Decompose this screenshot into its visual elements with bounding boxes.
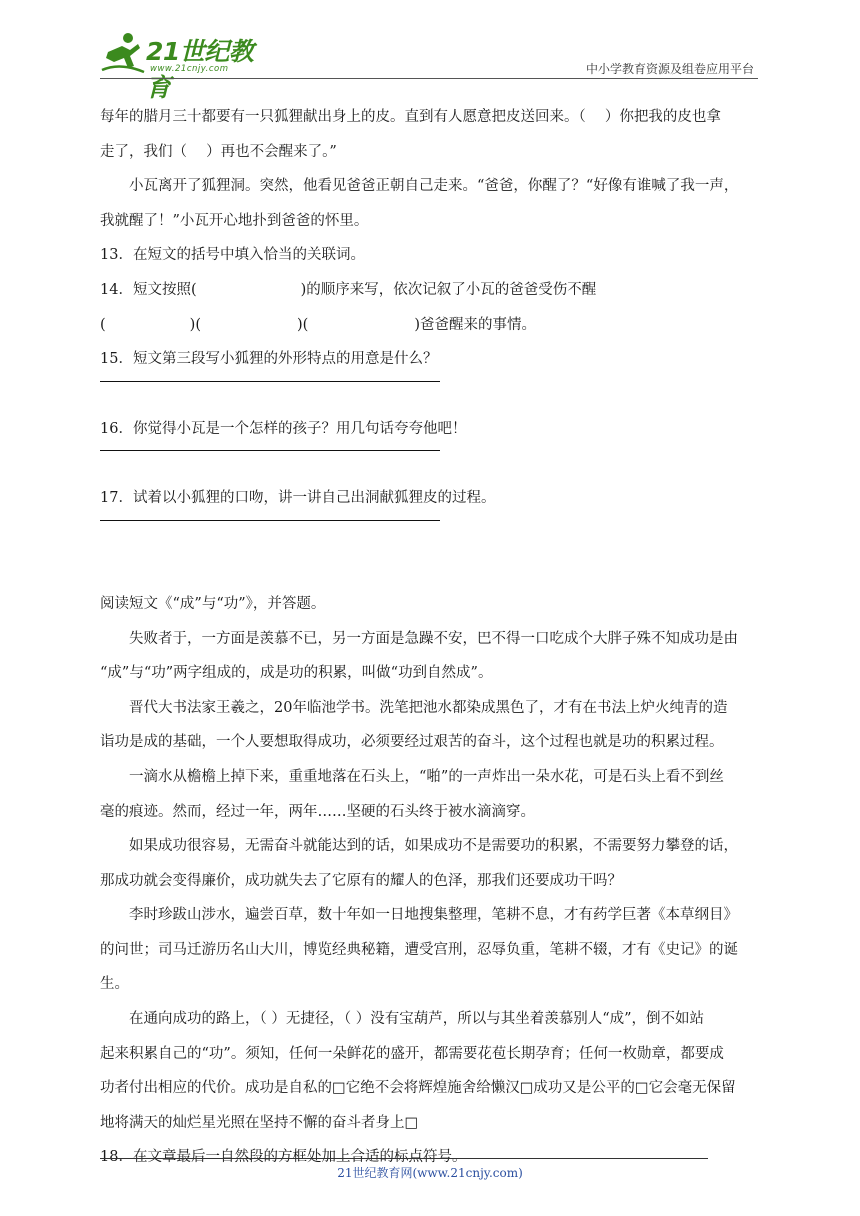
header-divider (100, 78, 758, 79)
question-18: 18．在文章最后一自然段的方框处加上合适的标点符号。 (100, 1149, 467, 1166)
question-14-text: )爸爸醒来的事情。 (414, 316, 536, 333)
document-body (100, 100, 760, 1175)
section-gap (100, 551, 760, 587)
page-footer[interactable]: 21世纪教育网(www.21cnjy.com) (337, 1166, 523, 1180)
story2-paragraph-line: 毫的痕迹。然而，经过一年，两年……坚硬的石头终于被水滴滴穿。 (100, 803, 535, 820)
platform-name: 中小学教育资源及组卷应用平台 (585, 62, 754, 76)
answer-line[interactable] (100, 450, 440, 451)
story2-paragraph-line: 的问世；司马迁游历名山大川，博览经典秘籍，遭受宫刑，忍辱负重，笔耕不辍，才有《史记》的诞 (100, 941, 738, 958)
story2-paragraph-line: 一滴水从檐檐上掉下来，重重地落在石头上，“啪”的一声炸出一朵水花，可是石头上看不到丝 (129, 768, 724, 785)
story2-paragraph-line: 功者付出相应的代价。成功是自私的□它绝不会将辉煌施舍给懒汉□成功又是公平的□它会毫无保留 (100, 1080, 736, 1097)
story1-paragraph-line: 小瓦离开了狐狸洞。突然，他看见爸爸正朝自己走来。“爸爸，你醒了？“好像有谁喊了我一声， (129, 178, 739, 195)
question-14-text: )( (189, 316, 201, 333)
story2-paragraph-line: 如果成功很容易，无需奋斗就能达到的话，如果成功不是需要功的积累，不需要努力攀登的话， (129, 838, 738, 855)
story1-paragraph-line: 我就醒了！”小瓦开心地扑到爸爸的怀里。 (100, 212, 369, 229)
page-header (100, 28, 760, 102)
logo-url: www.21cnjy.com (150, 64, 229, 74)
story2-paragraph-line: 起来积累自己的“功”。须知，任何一朵鲜花的盛开，都需要花苞长期孕育；任何一枚勋章，都要成 (100, 1045, 724, 1062)
story2-paragraph-line: 诣功是成的基础，一个人要想取得成功，必须要经过艰苦的奋斗，这个过程也就是功的积累过程。 (100, 734, 724, 751)
story1-paragraph-line: 走了，我们（ ）再也不会醒来了。” (100, 143, 337, 160)
answer-line[interactable] (100, 520, 440, 521)
story2-paragraph-line: 地将满天的灿烂星光照在坚持不懈的奋斗者身上□ (100, 1114, 419, 1131)
reading-intro: 阅读短文《“成”与“功”》，并答题。 (100, 595, 326, 612)
story2-paragraph-line: “成”与“功”两字组成的，成是功的积累，叫做“功到自然成”。 (100, 665, 493, 682)
footer-divider (100, 1158, 708, 1159)
site-logo (100, 32, 270, 102)
story2-paragraph-line: 失败者于，一方面是羡慕不已，另一方面是急躁不安，巴不得一口吃成个大胖子殊不知成功是由 (129, 630, 738, 647)
runner-logo-icon (100, 32, 148, 78)
story2-paragraph-line: 李时珍跋山涉水，遍尝百草，数十年如一日地搜集整理，笔耕不息，才有药学巨著《本草纲目》 (129, 907, 738, 924)
story2-paragraph-line: 晋代大书法家王羲之，20年临池学书。洗笔把池水都染成黑色了，才有在书法上炉火纯青的造 (129, 699, 728, 716)
question-14-text: 14．短文按照( (100, 281, 197, 298)
question-14 (100, 273, 760, 308)
question-16: 16．你觉得小瓦是一个怎样的孩子？用几句话夸夸他吧！ (100, 420, 467, 437)
question-14-text: )( (297, 316, 309, 333)
logo-text: 21世纪教育 (146, 37, 254, 102)
question-13: 13．在短文的括号中填入恰当的关联词。 (100, 247, 365, 264)
question-14-continued (100, 308, 760, 343)
story2-paragraph-line: 生。 (100, 976, 129, 993)
answer-line[interactable] (100, 381, 440, 382)
story2-paragraph-line: 在通向成功的路上，（ ）无捷径，（ ）没有宝葫芦，所以与其坐着羡慕别人“成”，倒不如站 (129, 1011, 705, 1028)
question-14-text: ( (100, 316, 106, 333)
question-14-text: )的顺序来写，依次记叙了小瓦的爸爸受伤不醒 (300, 281, 597, 298)
question-15: 15．短文第三段写小狐狸的外形特点的用意是什么？ (100, 351, 438, 368)
question-17: 17．试着以小狐狸的口吻，讲一讲自己出洞献狐狸皮的过程。 (100, 490, 496, 507)
story2-paragraph-line: 那成功就会变得廉价，成功就失去了它原有的耀人的色泽，那我们还要成功干吗？ (100, 872, 622, 889)
story1-paragraph-line: 每年的腊月三十都要有一只狐狸献出身上的皮。直到有人愿意把皮送回来。（ ）你把我的皮也拿 (100, 109, 721, 125)
